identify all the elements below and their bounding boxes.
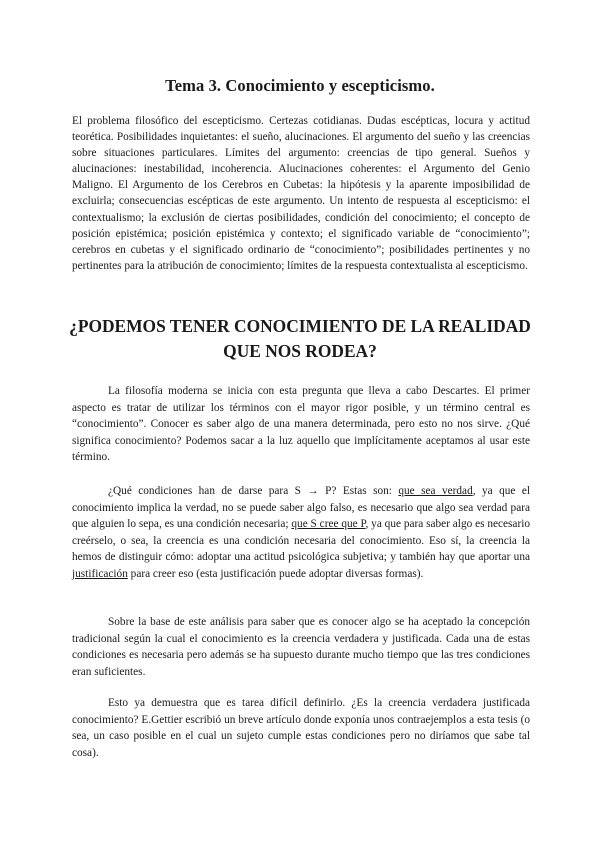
paragraph-2-text-1: ¿Qué condiciones han de darse para S → P? Estas son: — [108, 485, 399, 497]
paragraph-4: Esto ya demuestra que es tarea difícil definirlo. ¿Es la creencia verdadera justificada conocimiento? E.Gettier escribió un breve artículo donde exponía unos contraejemplos a esta tesis (o sea, un caso posible en el cual un sujeto cumple estas condiciones pero no diríamos que sabe tal cosa). — [72, 697, 530, 759]
paragraph-1: La filosofía moderna se inicia con esta pregunta que lleva a cabo Descartes. El primer aspecto es tratar de utilizar los términos con el mayor rigor posible, y un término central es “conocimiento”. Conocer es saber algo de una manera determinada, pero esto no nos sirve. ¿Qué significa conocimiento? Podemos sacar a la luz aquello que implícitamente aceptamos al usar este término. — [72, 385, 530, 463]
condition-justification: justificación — [72, 567, 128, 580]
condition-belief: que S cree que P — [291, 518, 366, 530]
paragraph-2-text-4: para creer eso (esta justificación puede adoptar diversas formas). — [127, 567, 424, 580]
paragraph-2-text-2: , ya que el conocimiento implica la verdad, no se puede saber algo falso, es necesario que algo sea verdad para que alguien lo sepa, es una condición necesaria; — [72, 485, 530, 530]
paragraph-2 — [72, 483, 530, 582]
paragraph-3: Sobre la base de este análisis para saber que es conocer algo se ha aceptado la concepción tradicional según la cual el conocimiento es la creencia verdadera y justificada. Cada una de estas condiciones es necesaria pero además se ha supuesto durante mucho tiempo que las tres condiciones eran suficientes. — [72, 616, 530, 678]
paragraph-2-text-3: , ya que para saber algo es necesario creérselo, o sea, la creencia es una condición necesaria del conocimiento. Eso sí, la creencia la hemos de distinguir cómo: adoptar una actitud psicológica subjetiva; y también hay que aportar una — [72, 518, 530, 563]
document-title: Tema 3. Conocimiento y escepticismo. — [165, 76, 435, 95]
section-heading: ¿PODEMOS TENER CONOCIMIENTO DE LA REALIDAD QUE NOS RODEA? — [69, 316, 531, 361]
condition-truth: que sea verdad — [398, 485, 473, 497]
topic-summary: El problema filosófico del escepticismo. Certezas cotidianas. Dudas escépticas, locura y actitud teorética. Posibilidades inquietantes: el sueño, alucinaciones. El argumento del sueño y las creencias sobre situaciones particulares. Límites del argumento: creencias de tipo general. Sueños y alucinaciones: inestabilidad, incoherencia. Alucinaciones coherentes: el Argumento del Genio Maligno. El Argumento de los Cerebros en Cubetas: la hipótesis y la aparente imposibilidad de excluirla; consecuencias escépticas de este argumento. Un intento de respuesta al escepticismo: el contextualismo; la exclusión de ciertas posibilidades, condición del conocimiento; el concepto de posición epistémica; posición epistémica y contexto; el significado variable de “conocimiento”; cerebros en cubetas y el significado ordinario de “conocimiento”; posibilidades pertinentes y no pertinentes para la atribución de conocimiento; límites de la respuesta contextualista al escepticismo. — [72, 115, 530, 272]
